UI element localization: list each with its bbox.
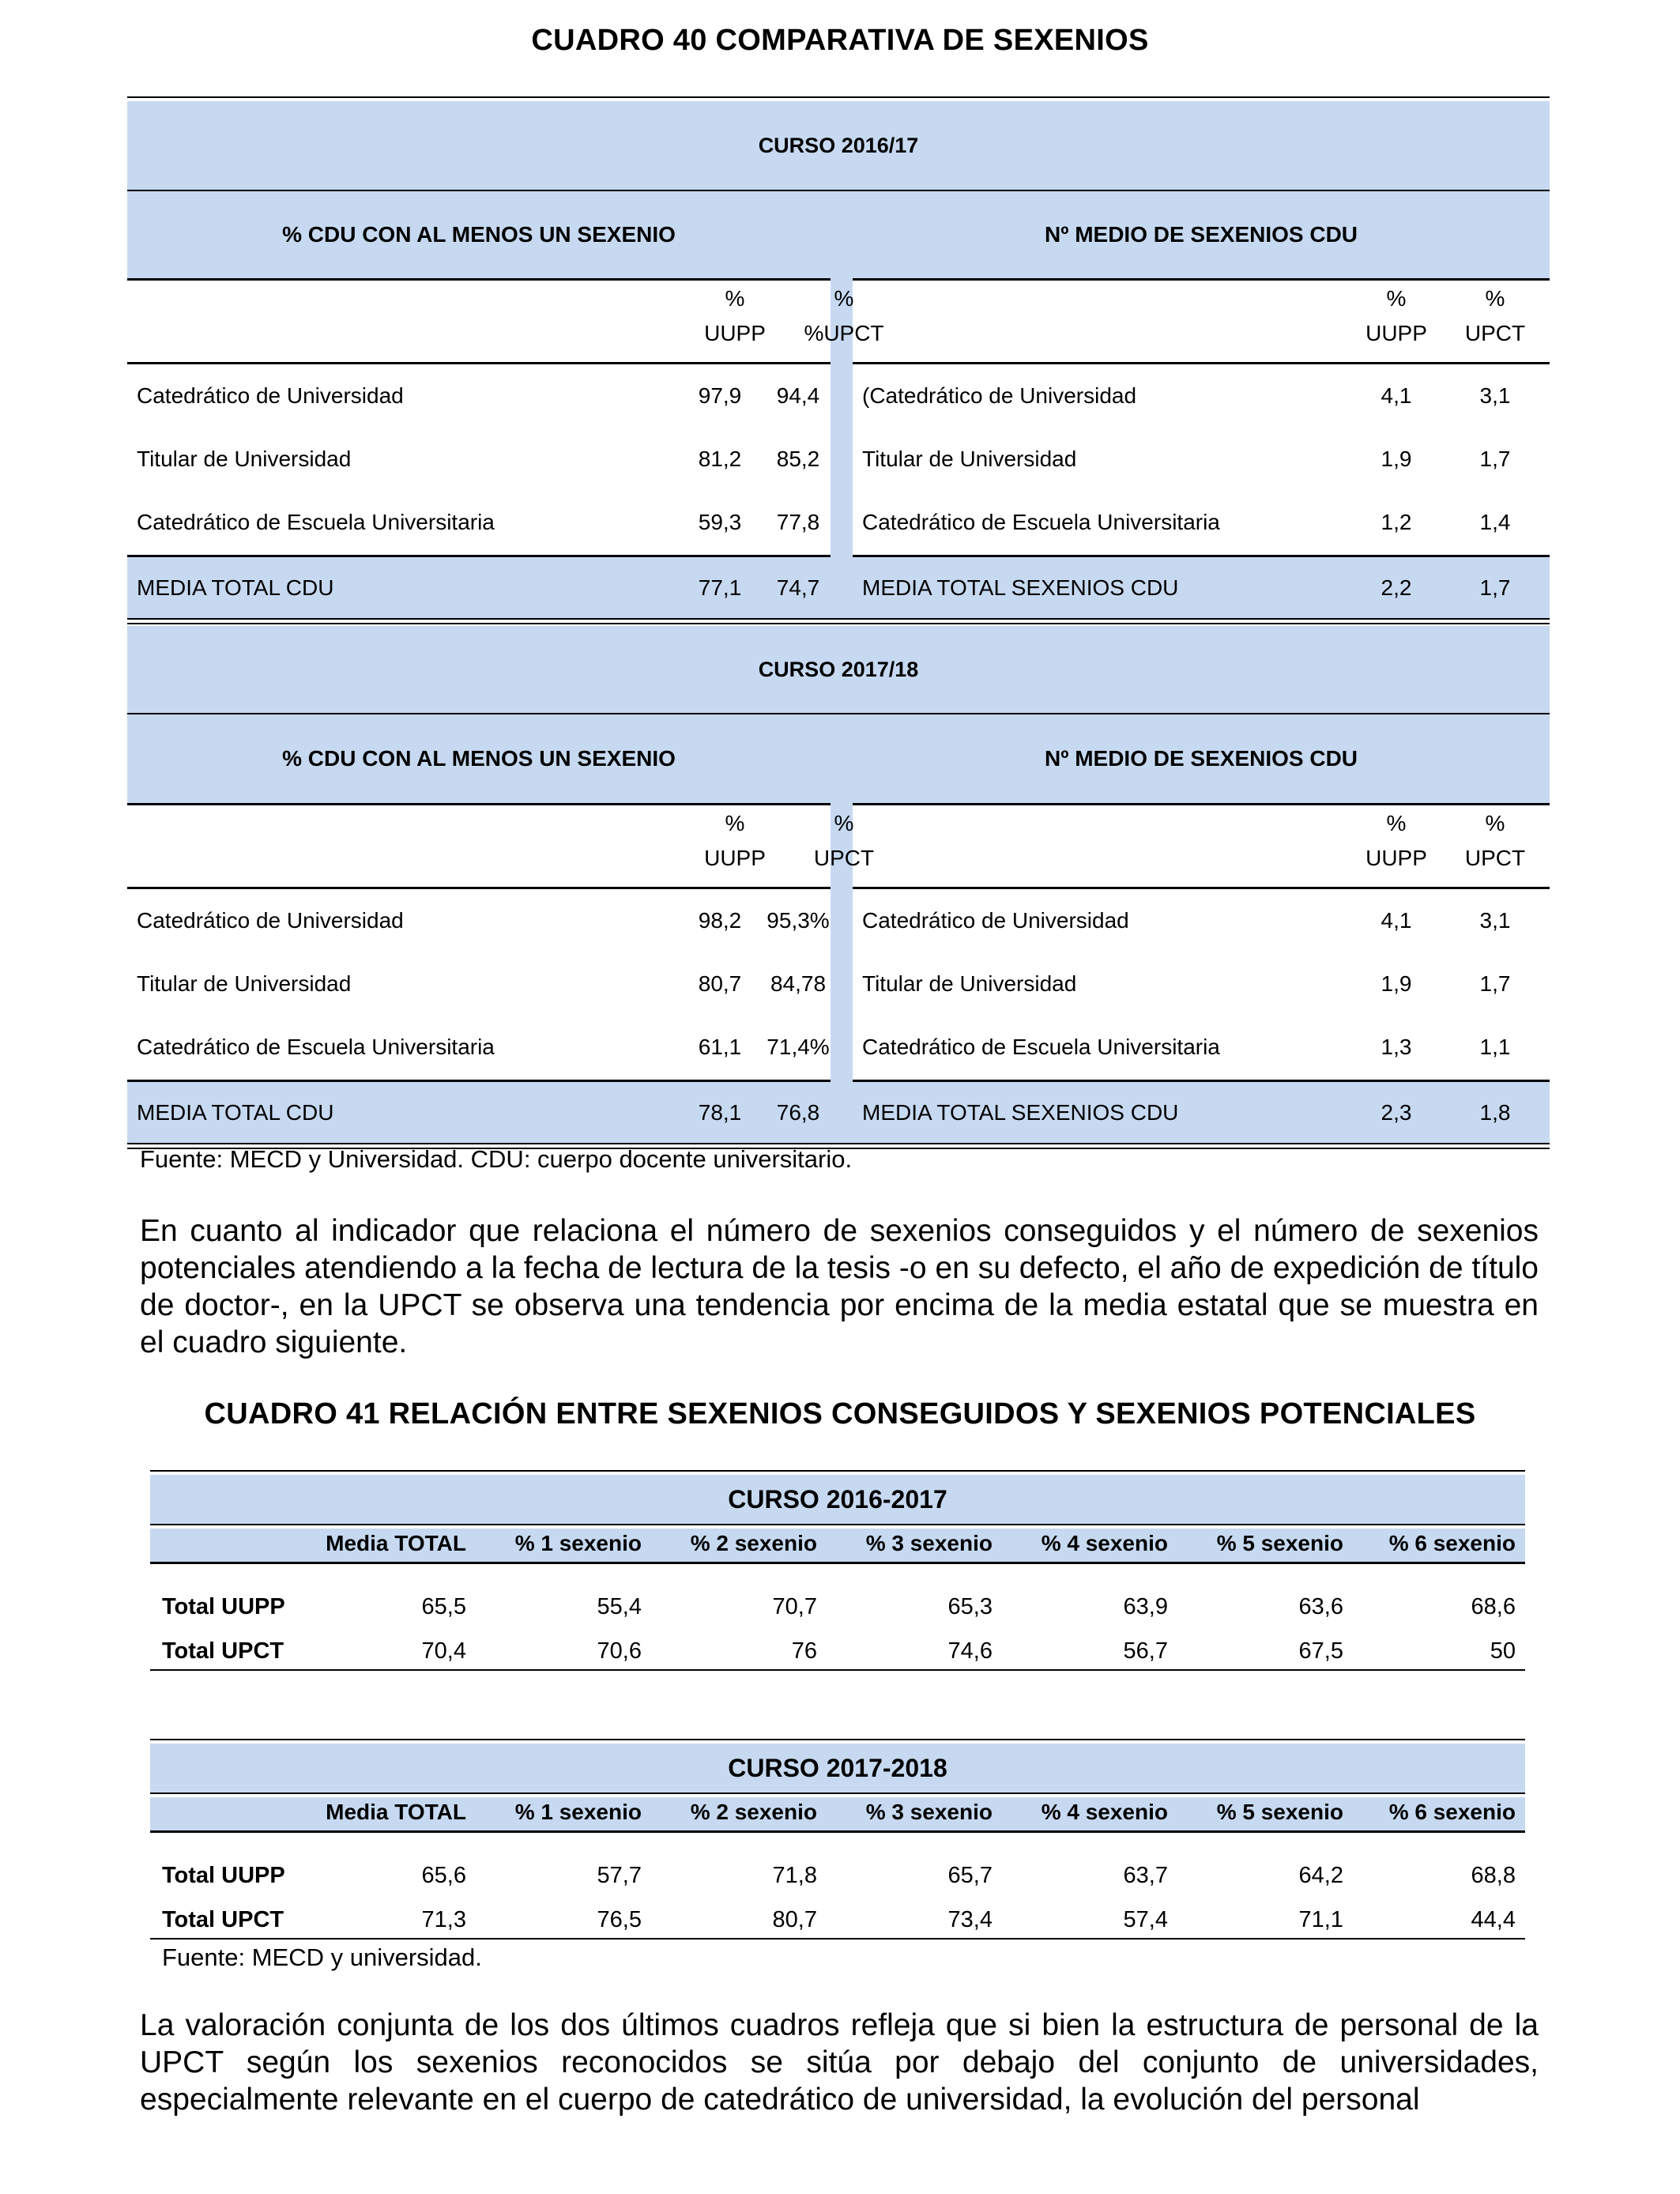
col-header-pct: % xyxy=(725,286,745,311)
row-divider xyxy=(150,1938,1525,1940)
value-uupp: 4,1 xyxy=(1381,383,1412,408)
col-header-unit: UPCT xyxy=(1464,321,1526,345)
row-label: Titular de Universidad xyxy=(862,447,1077,471)
col-header-pct: % xyxy=(834,286,854,311)
row-label: Catedrático de Escuela Universitaria xyxy=(862,510,1220,534)
value-upct: 77,8 xyxy=(776,510,820,534)
cell-value: 55,4 xyxy=(597,1594,642,1619)
value-upct: 85,2 xyxy=(776,447,820,471)
column-header: Media TOTAL xyxy=(326,1531,466,1555)
row-label: Catedrático de Escuela Universitaria xyxy=(137,510,495,534)
column-header: % 2 sexenio xyxy=(690,1531,817,1555)
value-uupp: 1,2 xyxy=(1381,510,1412,534)
row-label: Catedrático de Escuela Universitaria xyxy=(862,1035,1220,1059)
value-upct: 1,1 xyxy=(1479,1035,1511,1059)
cuadro-40-source: Fuente: MECD y Universidad. CDU: cuerpo docente universitario. xyxy=(140,1145,853,1173)
cell-value: 74,6 xyxy=(947,1638,993,1664)
value-uupp: 97,9 xyxy=(698,383,742,408)
value-uupp: 59,3 xyxy=(698,510,742,534)
curso-band: CURSO 2017-2018 xyxy=(150,1744,1525,1793)
value-upct: 3,1 xyxy=(1479,908,1511,933)
value-uupp: 81,2 xyxy=(698,447,742,471)
col-header-unit: UUPP xyxy=(1365,321,1427,345)
row-divider xyxy=(150,1669,1525,1671)
total-upct: 1,8 xyxy=(1479,1100,1511,1125)
value-uupp: 1,3 xyxy=(1381,1035,1412,1059)
cell-value: 76,5 xyxy=(597,1907,642,1932)
cell-value: 76 xyxy=(791,1638,817,1664)
value-upct: 3,1 xyxy=(1479,383,1511,408)
left-section-title: % CDU CON AL MENOS UN SEXENIO xyxy=(282,746,676,771)
row-label: Total UUPP xyxy=(162,1594,285,1619)
column-header: % 1 sexenio xyxy=(514,1531,642,1555)
value-uupp: 1,9 xyxy=(1381,447,1412,471)
column-header: Media TOTAL xyxy=(326,1800,466,1824)
value-upct: 95,3% xyxy=(767,908,830,933)
cell-value: 70,6 xyxy=(597,1638,642,1664)
cell-value: 71,8 xyxy=(772,1863,817,1888)
total-upct: 1,7 xyxy=(1479,575,1511,600)
row-label: Total UPCT xyxy=(162,1638,284,1664)
header-bottom-border xyxy=(150,1830,1525,1833)
paragraph-2: La valoración conjunta de los dos últimos cuadros refleja que si bien la estructura de personal de la UPCT según los sexenios reconocidos se sitúa por debajo del conjunto de universidades, especialmente relevante en el cuerpo de catedrático de universidad, la evolución del personal xyxy=(140,2008,1539,2117)
total-uupp: 2,2 xyxy=(1381,575,1412,600)
column-header: % 4 sexenio xyxy=(1041,1531,1168,1555)
cell-value: 57,4 xyxy=(1123,1907,1168,1932)
cell-value: 50 xyxy=(1490,1638,1516,1664)
column-header: % 6 sexenio xyxy=(1388,1531,1516,1555)
cell-value: 65,6 xyxy=(421,1863,466,1888)
cell-value: 70,7 xyxy=(772,1594,817,1619)
column-header: % 3 sexenio xyxy=(865,1531,993,1555)
col-header-unit: UUPP xyxy=(704,321,766,345)
cell-value: 44,4 xyxy=(1471,1907,1516,1932)
column-header: % 5 sexenio xyxy=(1216,1531,1343,1555)
value-upct: 1,7 xyxy=(1479,971,1511,996)
cell-value: 67,5 xyxy=(1298,1638,1343,1664)
value-uupp: 1,9 xyxy=(1381,971,1412,996)
value-upct: 1,7 xyxy=(1479,447,1511,471)
right-section-title: Nº MEDIO DE SEXENIOS CDU xyxy=(1044,222,1358,247)
cell-value: 57,7 xyxy=(597,1863,642,1888)
total-uupp: 2,3 xyxy=(1381,1100,1412,1125)
col-header-pct: % xyxy=(834,811,854,835)
col-header-unit: UUPP xyxy=(704,846,766,870)
cell-value: 71,1 xyxy=(1298,1907,1343,1932)
cuadro-40-title: CUADRO 40 COMPARATIVA DE SEXENIOS xyxy=(531,24,1149,57)
value-upct: 1,4 xyxy=(1479,510,1511,534)
value-uupp: 98,2 xyxy=(698,908,742,933)
cell-value: 63,9 xyxy=(1123,1594,1168,1619)
cell-value: 56,7 xyxy=(1123,1638,1168,1664)
cell-value: 65,7 xyxy=(947,1863,993,1888)
cuadro-41-source: Fuente: MECD y universidad. xyxy=(162,1943,482,1971)
value-uupp: 4,1 xyxy=(1381,908,1412,933)
col-header-pct: % xyxy=(1386,286,1407,311)
cell-value: 73,4 xyxy=(947,1907,993,1932)
row-label: Total UUPP xyxy=(162,1863,285,1888)
paragraph-1: En cuanto al indicador que relaciona el número de sexenios conseguidos y el número de sexenios potenciales atendiendo a la fecha de lectura de la tesis -o en su defecto, el año de expedición de título de doctor-, en la UPCT se observa una tendencia por encima de la media estatal que se muestra en el cuadro siguiente. xyxy=(140,1214,1539,1359)
col-header-pct: % xyxy=(1386,811,1407,835)
row-label: Catedrático de Escuela Universitaria xyxy=(137,1035,495,1059)
column-header: % 5 sexenio xyxy=(1216,1800,1343,1824)
row-label: Titular de Universidad xyxy=(137,971,352,996)
value-uupp: 80,7 xyxy=(698,971,742,996)
total-label: MEDIA TOTAL SEXENIOS CDU xyxy=(862,575,1179,600)
cell-value: 80,7 xyxy=(772,1907,817,1932)
column-header: % 3 sexenio xyxy=(865,1800,993,1824)
total-uupp: 78,1 xyxy=(698,1100,742,1125)
total-upct: 74,7 xyxy=(776,575,820,600)
column-header: % 4 sexenio xyxy=(1041,1800,1168,1824)
row-label: (Catedrático de Universidad xyxy=(862,383,1137,408)
row-label: Titular de Universidad xyxy=(137,447,352,471)
row-label: Titular de Universidad xyxy=(862,971,1077,996)
cell-value: 63,7 xyxy=(1123,1863,1168,1888)
total-upct: 76,8 xyxy=(776,1100,820,1125)
row-label: Catedrático de Universidad xyxy=(862,908,1129,933)
row-label: Catedrático de Universidad xyxy=(137,908,404,933)
cell-value: 68,6 xyxy=(1471,1594,1516,1619)
value-upct: 84,78 xyxy=(770,971,827,996)
cell-value: 70,4 xyxy=(421,1638,466,1664)
right-section-title: Nº MEDIO DE SEXENIOS CDU xyxy=(1044,746,1358,771)
curso-band: CURSO 2016/17 xyxy=(127,101,1550,190)
cell-value: 71,3 xyxy=(421,1907,466,1932)
col-header-unit: UPCT xyxy=(813,846,875,870)
col-header-unit: UPCT xyxy=(1464,846,1526,870)
total-label: MEDIA TOTAL SEXENIOS CDU xyxy=(862,1100,1179,1125)
cell-value: 68,8 xyxy=(1471,1863,1516,1888)
col-header-unit: %UPCT xyxy=(804,321,884,345)
header-bottom-border xyxy=(150,1562,1525,1564)
value-upct: 71,4% xyxy=(767,1035,830,1059)
cell-value: 65,5 xyxy=(421,1594,466,1619)
col-header-pct: % xyxy=(1485,286,1505,311)
col-header-unit: UUPP xyxy=(1365,846,1427,870)
column-header: % 6 sexenio xyxy=(1388,1800,1516,1824)
value-uupp: 61,1 xyxy=(698,1035,742,1059)
cell-value: 64,2 xyxy=(1298,1863,1343,1888)
curso-band: CURSO 2016-2017 xyxy=(150,1475,1525,1524)
total-label: MEDIA TOTAL CDU xyxy=(137,1100,334,1125)
curso-band: CURSO 2017/18 xyxy=(127,626,1550,713)
row-label: Total UPCT xyxy=(162,1907,284,1932)
row-label: Catedrático de Universidad xyxy=(137,383,404,408)
col-header-pct: % xyxy=(1485,811,1505,835)
cell-value: 63,6 xyxy=(1298,1594,1343,1619)
col-header-pct: % xyxy=(725,811,745,835)
total-uupp: 77,1 xyxy=(698,575,742,600)
value-upct: 94,4 xyxy=(776,383,820,408)
column-header: % 2 sexenio xyxy=(690,1800,817,1824)
left-section-title: % CDU CON AL MENOS UN SEXENIO xyxy=(282,222,676,247)
total-label: MEDIA TOTAL CDU xyxy=(137,575,334,600)
column-header: % 1 sexenio xyxy=(514,1800,642,1824)
cuadro-41-title: CUADRO 41 RELACIÓN ENTRE SEXENIOS CONSEGUIDOS Y SEXENIOS POTENCIALES xyxy=(204,1397,1476,1431)
cell-value: 65,3 xyxy=(947,1594,993,1619)
cuadro-41-table xyxy=(150,0,1525,1960)
